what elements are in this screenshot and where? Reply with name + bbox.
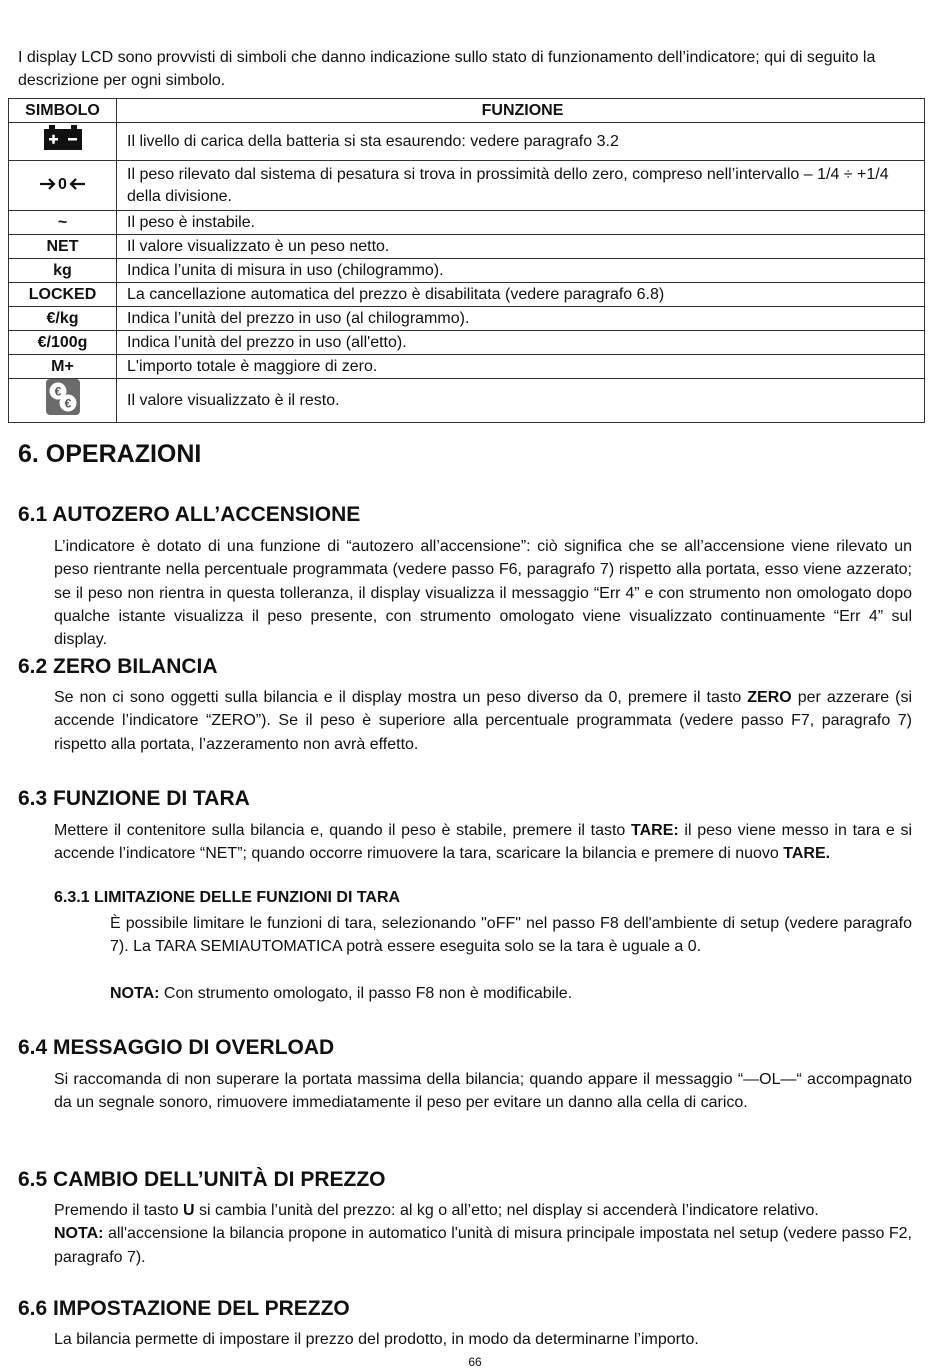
section-6-6-title: 6.6 IMPOSTAZIONE DEL PREZZO: [18, 1297, 350, 1320]
symbol-table: [8, 98, 925, 423]
table-row: [9, 307, 925, 331]
symbol-cell: [9, 161, 117, 211]
svg-text:€: €: [64, 396, 71, 411]
header-funzione: FUNZIONE: [117, 99, 925, 123]
function-cell: Indica l’unità del prezzo in uso (al chilogrammo).: [117, 307, 925, 331]
intro-text: I display LCD sono provvisti di simboli che danno indicazione sullo stato di funzionamento dell’indicatore; qui di seguito la descrizione per ogni simbolo.: [18, 49, 876, 89]
section-6-2-body: Se non ci sono oggetti sulla bilancia e il display mostra un peso diverso da 0, premere il tasto ZERO per azzerare (si accende l’indicatore “ZERO”). Se il peso è superiore alla percentuale programmata (vedere passo F7, paragrafo 7) rispetto alla portata, l’azzeramento non avrà effetto.: [54, 689, 912, 753]
header-simbolo: SIMBOLO: [9, 99, 117, 123]
symbol-cell: M+: [9, 355, 117, 379]
symbol-cell: [9, 379, 117, 423]
section-6-1-body: L’indicatore è dotato di una funzione di “autozero all’accensione”: ciò significa che se all’accensione viene rilevato un peso rientrante nella percentuale programmata (vedere passo F6, paragrafo 7) rispetto alla portata, esso viene azzerato; se il peso non rientra in questa tolleranza, il display visualizza il messaggio “Err 4” e con strumento non omologato dopo qualche istante visualizza il peso presente, con strumento omologato viene visualizzato continuamente “Err 4” sul display.: [54, 538, 912, 649]
table-header-row: [9, 99, 925, 123]
section-6-3-body: Mettere il contenitore sulla bilancia e, quando il peso è stabile, premere il tasto TARE: il peso viene messo in tara e si accende l’indicatore “NET”; quando occorre rimuovere la tara, scaricare la bilancia e premere di nuovo TARE.: [54, 822, 913, 863]
function-cell: Il peso è instabile.: [117, 211, 925, 235]
symbol-cell: NET: [9, 235, 117, 259]
battery-icon: [43, 125, 83, 151]
section-6-3-1-title: 6.3.1 LIMITAZIONE DELLE FUNZIONI DI TARA: [54, 889, 401, 906]
note-label: NOTA:: [110, 985, 160, 1002]
tare-key: TARE:: [631, 822, 679, 839]
table-row: [9, 235, 925, 259]
section-6-3-1-body: È possibile limitare le funzioni di tara, selezionando "oFF" nel passo F8 dell'ambiente di setup (vedere paragrafo 7). La TARA SEMIAUTOMATICA potrà essere eseguita solo se la tara è uguale a 0.: [110, 915, 912, 956]
symbol-cell: LOCKED: [9, 283, 117, 307]
symbol-cell: kg: [9, 259, 117, 283]
function-cell: La cancellazione automatica del prezzo è disabilitata (vedere paragrafo 6.8): [117, 283, 925, 307]
table-row: [9, 379, 925, 423]
function-cell: Il livello di carica della batteria si sta esaurendo: vedere paragrafo 3.2: [117, 123, 925, 161]
section-6-5-title: 6.5 CAMBIO DELL’UNITÀ DI PREZZO: [18, 1168, 386, 1191]
table-row: [9, 123, 925, 161]
table-row: [9, 161, 925, 211]
page-number: 66: [468, 1355, 482, 1369]
note-label: NOTA:: [54, 1225, 104, 1243]
table-row: [9, 211, 925, 235]
section-6-1-title: 6.1 AUTOZERO ALL’ACCENSIONE: [18, 503, 361, 526]
tare-key-2: TARE.: [783, 845, 831, 863]
section-6-5-body: Premendo il tasto U si cambia l’unità del prezzo: al kg o all’etto; nel display si accenderà l’indicatore relativo. NOTA: all'accensione la bilancia propone in automatico l'unità di misura principale impostata nel setup (vedere passo F2, paragrafo 7).: [54, 1202, 912, 1266]
symbol-cell: [9, 123, 117, 161]
zero-arrows-icon: [39, 173, 86, 196]
function-cell: Indica l’unita di misura in uso (chilogrammo).: [117, 259, 925, 283]
symbol-cell: €/kg: [9, 307, 117, 331]
svg-text:€: €: [54, 384, 61, 399]
section-6-6-body: La bilancia permette di impostare il prezzo del prodotto, in modo da determinarne l’importo.: [54, 1331, 699, 1348]
table-row: [9, 259, 925, 283]
function-cell: Il peso rilevato dal sistema di pesatura si trova in prossimità dello zero, compreso nell’intervallo – 1/4 ÷ +1/4 della divisione.: [117, 161, 925, 211]
function-cell: L'importo totale è maggiore di zero.: [117, 355, 925, 379]
section-6-4-title: 6.4 MESSAGGIO DI OVERLOAD: [18, 1036, 335, 1059]
table-row: [9, 331, 925, 355]
zero-symbol: 0: [58, 175, 67, 193]
symbol-cell: €/100g: [9, 331, 117, 355]
function-cell: Indica l’unità del prezzo in uso (all'etto).: [117, 331, 925, 355]
u-key: U: [182, 1202, 195, 1219]
symbol-cell: ~: [9, 211, 117, 235]
zero-key: ZERO: [747, 689, 792, 706]
euro-coins-icon: [46, 379, 80, 415]
section-6-4-body: Si raccomanda di non superare la portata massima della bilancia; quando appare il messaggio “—OL—“ accompagnato da un segnale sonoro, rimuovere immediatamente il peso per evitare un danno alla cella di carico.: [54, 1071, 912, 1112]
function-cell: Il valore visualizzato è il resto.: [117, 379, 925, 423]
table-row: [9, 355, 925, 379]
section-6-3-1-note: NOTA: Con strumento omologato, il passo F8 non è modificabile.: [110, 985, 573, 1002]
function-cell: Il valore visualizzato è un peso netto.: [117, 235, 925, 259]
section-6-3-title: 6.3 FUNZIONE DI TARA: [18, 787, 250, 810]
section-6-2-title: 6.2 ZERO BILANCIA: [18, 655, 218, 678]
table-row: [9, 283, 925, 307]
section-6-title: 6. OPERAZIONI: [18, 440, 202, 468]
